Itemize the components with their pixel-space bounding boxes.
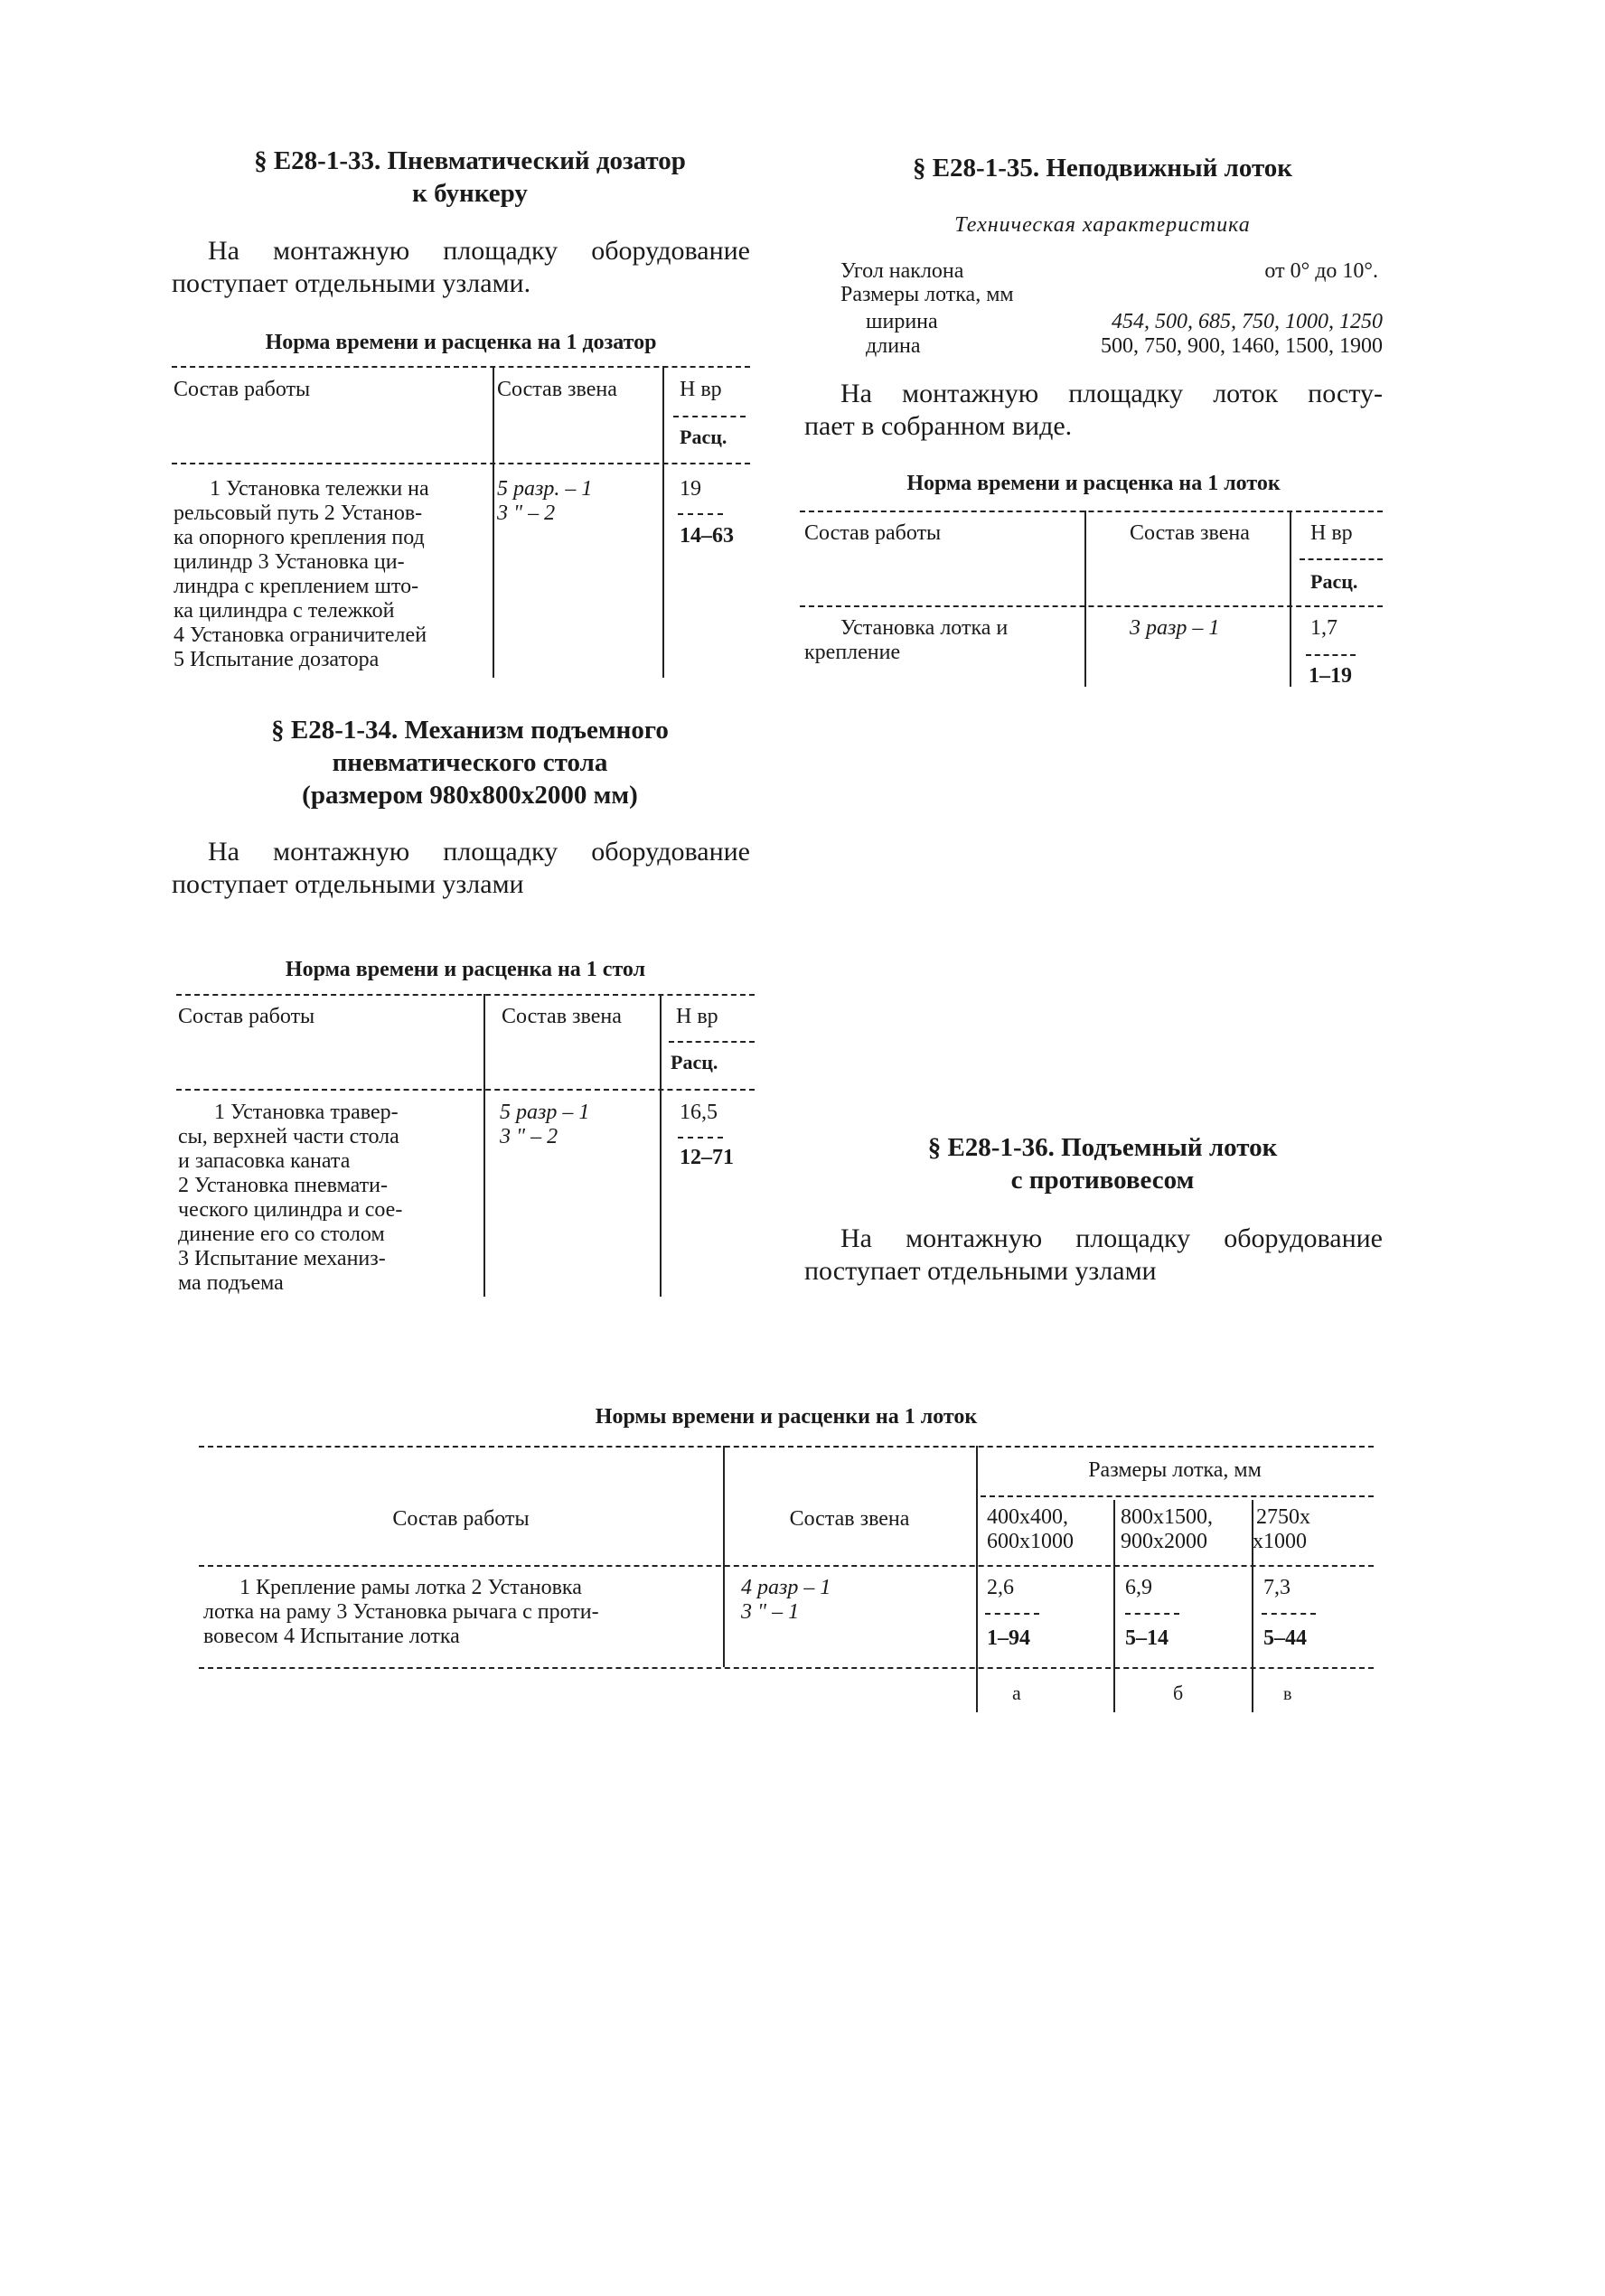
- table-caption-36: Нормы времени и расценки на 1 лоток: [595, 1405, 978, 1429]
- column-header-sizes: Размеры лотка, мм: [1088, 1458, 1262, 1482]
- norm-time-value: 19: [680, 477, 701, 501]
- column-header-rasc: Расц.: [1310, 570, 1358, 593]
- size-b-line: 900х2000: [1121, 1530, 1207, 1553]
- table-caption-33: Норма времени и расценка на 1 дозатор: [265, 331, 657, 354]
- column-divider: [1113, 1500, 1115, 1712]
- work-line: цилиндр 3 Установка ци-: [174, 550, 405, 574]
- column-header-crew: Состав звена: [502, 1005, 622, 1028]
- rate-value-a: 1–94: [987, 1626, 1030, 1650]
- value-divider: [1306, 654, 1356, 656]
- column-header-work: Состав работы: [178, 1005, 315, 1028]
- work-line: крепление: [804, 641, 901, 664]
- work-line: вовесом 4 Испытание лотка: [203, 1625, 460, 1648]
- table-rule: [199, 1565, 1374, 1567]
- column-divider: [976, 1446, 978, 1712]
- value-divider: [678, 513, 723, 515]
- crew-line: 4 разр – 1: [741, 1576, 831, 1599]
- size-a-line: 400х400,: [987, 1505, 1068, 1529]
- work-line: рельсовый путь 2 Установ-: [174, 501, 423, 525]
- crew-line: 3 " – 2: [497, 501, 556, 525]
- intro-35-line2: пает в собранном виде.: [804, 411, 1073, 441]
- work-line: ческого цилиндра и сое-: [178, 1198, 403, 1222]
- work-line: лотка на раму 3 Установка рычага с проти-: [203, 1600, 599, 1624]
- rate-value: 1–19: [1309, 664, 1352, 688]
- size-c-line: 2750х: [1256, 1505, 1310, 1529]
- norm-time-value-c: 7,3: [1263, 1576, 1291, 1599]
- header-divider: [669, 1041, 755, 1043]
- work-line: 2 Установка пневмати-: [178, 1174, 388, 1197]
- rate-value-c: 5–44: [1263, 1626, 1307, 1650]
- section-title-33-line2: к бункеру: [412, 179, 528, 208]
- crew-line: 3 " – 1: [741, 1600, 800, 1624]
- column-divider: [1290, 511, 1291, 687]
- value-divider: [1125, 1613, 1179, 1615]
- table-rule: [176, 994, 755, 996]
- norm-time-value-b: 6,9: [1125, 1576, 1152, 1599]
- column-header-work: Состав работы: [392, 1507, 530, 1531]
- column-header-crew: Состав звена: [1130, 521, 1250, 545]
- column-divider: [1084, 511, 1086, 687]
- table-rule: [199, 1446, 1374, 1448]
- column-index-c: в: [1283, 1684, 1292, 1704]
- crew-line: 5 разр. – 1: [497, 477, 593, 501]
- column-header-nvr: Н вр: [1310, 521, 1353, 545]
- table-rule: [800, 511, 1383, 512]
- header-divider: [981, 1495, 1374, 1497]
- crew-line: 3 " – 2: [500, 1125, 558, 1148]
- intro-33-line1: На монтажную площадку оборудование: [208, 236, 750, 266]
- size-c-line: х1000: [1253, 1530, 1307, 1553]
- table-rule: [199, 1667, 1374, 1669]
- table-caption-34: Норма времени и расценка на 1 стол: [285, 958, 646, 981]
- work-line: 1 Установка тележки на: [210, 477, 429, 501]
- norm-time-value-a: 2,6: [987, 1576, 1014, 1599]
- crew-line: 3 разр – 1: [1130, 616, 1220, 640]
- intro-34-line1: На монтажную площадку оборудование: [208, 837, 750, 867]
- value-divider: [985, 1613, 1039, 1615]
- work-description-34: [178, 1101, 481, 1296]
- work-line: 1 Установка травер-: [214, 1101, 399, 1124]
- column-header-rasc: Расц.: [671, 1051, 718, 1073]
- size-b-line: 800х1500,: [1121, 1505, 1213, 1529]
- crew-line: 5 разр – 1: [500, 1101, 590, 1124]
- column-header-crew: Состав звена: [497, 378, 617, 401]
- section-title-34-line2: пневматического стола: [332, 748, 608, 777]
- spec-value-length: 500, 750, 900, 1460, 1500, 1900: [1101, 334, 1383, 358]
- spec-heading: Техническая характеристика: [954, 213, 1251, 237]
- intro-33-line2: поступает отдельными узлами.: [172, 268, 531, 298]
- intro-36-line1: На монтажную площадку оборудование: [840, 1223, 1383, 1253]
- work-line: 5 Испытание дозатора: [174, 648, 380, 671]
- table-rule: [172, 463, 750, 464]
- work-line: динение его со столом: [178, 1223, 385, 1246]
- spec-label-sizes: Размеры лотка, мм: [840, 283, 1014, 306]
- rate-value: 12–71: [680, 1146, 734, 1169]
- intro-36-line2: поступает отдельными узлами: [804, 1256, 1157, 1286]
- column-index-a: а: [1012, 1682, 1021, 1704]
- section-title-35: § Е28-1-35. Неподвижный лоток: [912, 154, 1293, 183]
- rate-value-b: 5–14: [1125, 1626, 1169, 1650]
- work-line: сы, верхней части стола: [178, 1125, 399, 1148]
- header-divider: [1300, 558, 1383, 560]
- work-line: Установка лотка и: [840, 616, 1009, 640]
- column-header-crew: Состав звена: [789, 1507, 910, 1531]
- table-rule: [176, 1089, 755, 1091]
- section-title-36-line1: § Е28-1-36. Подъемный лоток: [927, 1133, 1278, 1162]
- spec-label-angle: Угол наклона: [840, 259, 964, 283]
- work-line: 4 Установка ограничителей: [174, 623, 427, 647]
- spec-label-width: ширина: [866, 310, 938, 333]
- column-header-work: Состав работы: [174, 378, 311, 401]
- work-description-36: [203, 1576, 718, 1649]
- spec-label-length: длина: [866, 334, 921, 358]
- norm-time-value: 16,5: [680, 1101, 718, 1124]
- work-line: ка опорного крепления под: [174, 526, 425, 549]
- value-divider: [1262, 1613, 1316, 1615]
- column-index-b: б: [1173, 1682, 1184, 1704]
- rate-value: 14–63: [680, 524, 734, 548]
- intro-35-line1: На монтажную площадку лоток посту-: [840, 379, 1383, 408]
- intro-34-line2: поступает отдельными узлами: [172, 869, 524, 899]
- table-rule: [800, 605, 1383, 607]
- work-line: 1 Крепление рамы лотка 2 Установка: [239, 1576, 582, 1599]
- column-header-nvr: Н вр: [680, 378, 722, 401]
- spec-value-angle: от 0° до 10°.: [1264, 259, 1378, 283]
- column-divider: [483, 994, 485, 1297]
- header-divider: [673, 416, 746, 417]
- size-a-line: 600х1000: [987, 1530, 1074, 1553]
- column-divider: [723, 1446, 725, 1667]
- work-line: 3 Испытание механиз-: [178, 1247, 386, 1270]
- table-caption-35: Норма времени и расценка на 1 лоток: [906, 472, 1281, 495]
- work-line: ма подъема: [178, 1271, 284, 1295]
- section-title-34-line3: (размером 980х800х2000 мм): [302, 781, 638, 810]
- column-header-nvr: Н вр: [676, 1005, 718, 1028]
- spec-value-width: 454, 500, 685, 750, 1000, 1250: [1112, 310, 1383, 333]
- column-divider: [660, 994, 662, 1297]
- work-line: линдра с креплением што-: [174, 575, 419, 598]
- column-divider: [493, 366, 494, 678]
- work-line: ка цилиндра с тележкой: [174, 599, 395, 623]
- work-description-33: [174, 477, 490, 672]
- section-title-36-line2: с противовесом: [1010, 1166, 1195, 1195]
- column-header-rasc: Расц.: [680, 426, 727, 448]
- column-divider: [662, 366, 664, 678]
- value-divider: [678, 1137, 723, 1139]
- section-title-34-line1: § Е28-1-34. Механизм подъемного: [271, 716, 669, 745]
- column-header-work: Состав работы: [804, 521, 942, 545]
- work-line: и запасовка каната: [178, 1149, 351, 1173]
- section-title-33-line1: § Е28-1-33. Пневматический дозатор: [254, 146, 686, 175]
- norm-time-value: 1,7: [1310, 616, 1338, 640]
